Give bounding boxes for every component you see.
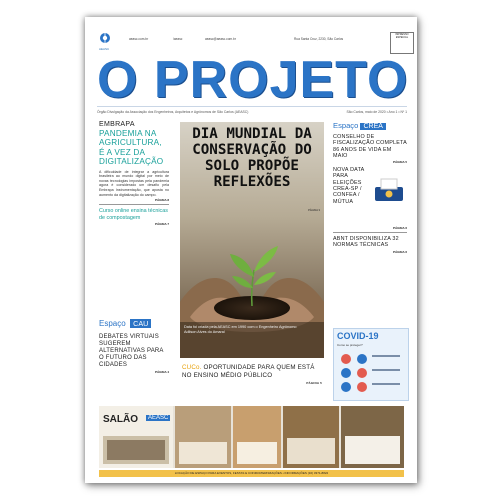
- masthead: O PROJETO: [97, 51, 409, 109]
- newspaper-page: [85, 17, 417, 483]
- salao-banner: [99, 406, 404, 468]
- covid-subtitle: Como se proteger?: [337, 343, 363, 347]
- embrapa-headline: PANDEMIA NA AGRICULTURA, É A VEZ DA DIGITALIZAÇÃO: [99, 129, 164, 167]
- crea-label: Espaço: [333, 121, 359, 130]
- cuco-label: CUCo.: [182, 364, 202, 371]
- salao-chip: AEASC: [148, 415, 169, 421]
- crea-header: [333, 121, 407, 131]
- cuco-headline-block: [182, 364, 322, 388]
- tagline-left: Órgão Divulgação da Associação dos Engenheiros, Arquitetos e Agrônomos de São Carlos (AEASC): [97, 110, 249, 114]
- covid-infographic: [333, 328, 409, 401]
- crea-item-2-block: [333, 167, 407, 225]
- tagline-bar: [97, 106, 407, 117]
- lead-article: [180, 122, 324, 394]
- mail-stamp-text: IMPRESSO ESPECIAL: [395, 33, 409, 39]
- nav-item-website: aeasc.com.br: [129, 37, 149, 41]
- crea-chip: CREA: [360, 123, 385, 130]
- salao-ticker: LOCAÇÃO DE ESPAÇO PARA EVENTOS, FESTAS E CONFRATERNIZAÇÕES • INFORMAÇÕES (16) 3371-8822: [99, 470, 404, 477]
- crea-headline-1: CONSELHO DE FISCALIZAÇÃO COMPLETA 86 ANOS DE VIDA EM MAIO: [333, 134, 407, 159]
- cau-page-ref: PÁGINA 4: [154, 370, 169, 374]
- lead-page-ref: PÁGINA 3: [308, 209, 320, 212]
- right-column: [333, 121, 407, 396]
- embrapa-kicker: EMBRAPA: [99, 121, 135, 128]
- lead-photo-caption: Data foi criada pela AEASC em 1990 com o Engenheiro Agrônomo Adilson Alves do Amaral: [184, 325, 297, 334]
- cau-headline: DEBATES VIRTUAIS SUGEREM ALTERNATIVAS PARA O FUTURO DAS CIDADES: [99, 334, 164, 368]
- lead-photo: [180, 122, 324, 358]
- course-page-ref: PÁGINA 7: [154, 222, 169, 226]
- edition-info: São Carlos, maio de 2020 • Ano 1 • Nº 1: [346, 110, 407, 114]
- nav-item-email: aeasc@aeasc.com.br: [205, 37, 236, 41]
- cau-article: [99, 313, 169, 393]
- divider: [333, 232, 407, 233]
- cau-chip: CAU: [130, 319, 151, 328]
- nav-item-social: /aeasc: [173, 37, 183, 41]
- covid-prevention-icons: [338, 351, 404, 395]
- aeasc-logo-icon: [99, 32, 111, 46]
- cuco-headline: OPORTUNIDADE PARA QUEM ESTÁ NO ENSINO MÉDIO PÚBLICO: [182, 364, 315, 379]
- covid-title: COVID-19: [337, 331, 379, 341]
- embrapa-article: [99, 121, 169, 271]
- crea-headline-3: ABNT DISPONIBILIZA 32 NORMAS TÉCNICAS: [333, 236, 399, 249]
- crea-page-ref-3: PÁGINA 6: [392, 249, 407, 254]
- cuco-page-ref: PÁGINA 5: [306, 381, 322, 386]
- cau-label: Espaço: [99, 319, 126, 328]
- ballot-box-icon: [373, 177, 405, 203]
- crea-headline-2: NOVA DATA PARA ELEIÇÕES CREA-SP / CONFEA / MÚTUA: [333, 167, 365, 205]
- nav-item-address: Rua Santa Cruz, 2230, São Carlos: [294, 37, 344, 41]
- divider: [99, 204, 169, 205]
- embrapa-page-ref: PÁGINA 8: [154, 198, 169, 203]
- salao-label: SALÃO: [103, 414, 138, 425]
- crea-page-ref-1: PÁGINA 5: [392, 160, 407, 165]
- venue-photos: [99, 406, 404, 468]
- embrapa-body: A dificuldade de integrar a agricultura brasileira ao mundo digital por meio de novas tecnologias impostas pela pandemia agora é considerado um desafio pela Embrapa Instrumentação, que aposta no aumento da digitalização do campo.: [99, 169, 169, 197]
- cau-header: [99, 313, 169, 331]
- logo-caption: AEASC: [99, 47, 110, 51]
- lead-headline: DIA MUNDIAL DA CONSERVAÇÃO DO SOLO PROPÕE REFLEXÕES: [192, 126, 312, 190]
- course-headline: Curso online ensina técnicas de compostagem: [99, 208, 168, 221]
- crea-page-ref-2: PÁGINA 6: [392, 226, 407, 231]
